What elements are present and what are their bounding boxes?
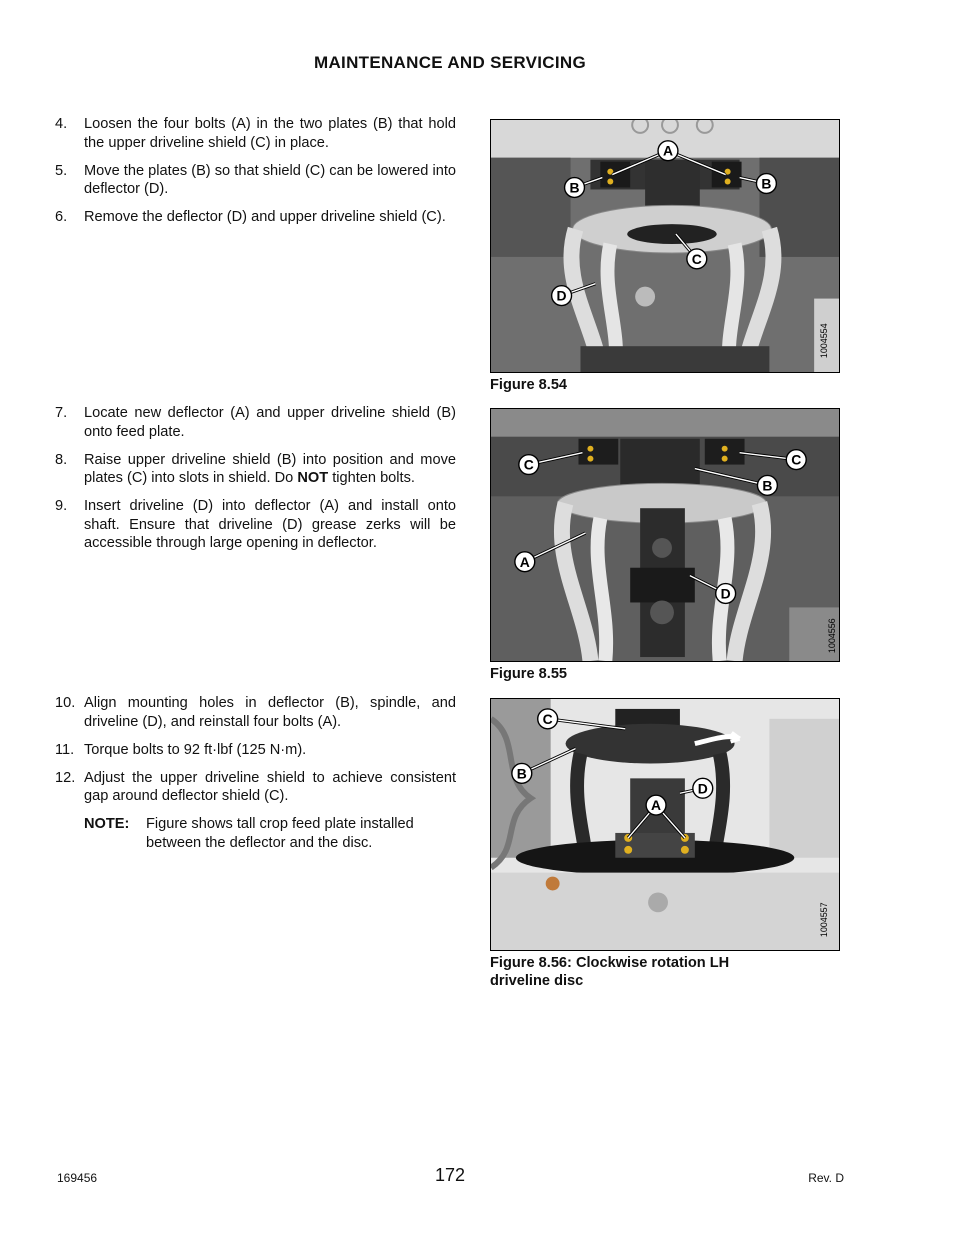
figure-8-55-drawing [491,409,839,661]
steps-section-2 [55,404,456,562]
step-text: Torque bolts to 92 ft·lbf (125 N·m). [84,741,307,758]
step-text: Insert driveline (D) into deflector (A) and install onto shaft. Ensure that driveline (D) grease zerks will be accessible through large opening in deflector. [84,498,456,551]
step-number: 10. [55,695,76,711]
figure-8-55-caption: Figure 8.55 [490,666,568,682]
revision-label: Rev. D [808,1171,844,1185]
step-number: 4. [55,116,68,132]
step-text: Adjust the upper driveline shield to achieve consistent gap around deflector shield (C). [84,769,456,804]
note [84,815,456,852]
step-number: 11. [55,741,75,758]
callout-label: C [542,710,553,727]
figure-8-56-drawing [491,699,839,950]
step-text: Move the plates (B) so that shield (C) can be lowered into deflector (D). [84,162,456,197]
step-6 [55,208,456,227]
figure-8-54-drawing [491,120,839,372]
figure-8-55-image [490,408,840,662]
step-5 [55,162,456,199]
step-text-part: tighten bolts. [328,470,415,486]
figure-8-54-caption: Figure 8.54 [490,377,568,393]
figure-8-56-image [490,698,840,951]
step-number: 12. [55,769,76,786]
callout-label: B [761,175,772,192]
step-number: 9. [55,498,68,514]
callout-label: A [651,797,662,814]
step-number: 7. [55,405,68,421]
callout-label: C [691,250,702,267]
figure-8-54-image [490,119,840,373]
callout-label: C [523,456,534,473]
callout-label: A [519,553,530,570]
figure-8-56-caption: Figure 8.56: Clockwise rotation LH driveline disc [490,955,730,989]
note-text: Figure shows tall crop feed plate installed between the deflector and the disc. [146,816,414,851]
note-label: NOTE: [84,816,130,832]
step-text: Remove the deflector (D) and upper driveline shield (C). [84,209,446,225]
step-7 [55,404,456,441]
callout-label: D [720,585,731,602]
callout-label: A [662,142,674,159]
steps-section-1 [55,115,456,236]
step-text: Locate new deflector (A) and upper driveline shield (B) onto feed plate. [84,405,456,440]
callout-label: D [556,287,567,304]
callout-label: B [516,765,527,782]
step-text-part: Raise upper driveline shield (B) into position and move plates (C) into slots in shield. Do [84,451,456,486]
callout-label: D [697,780,708,797]
step-number: 8. [55,451,68,468]
step-number: 5. [55,162,68,179]
steps-section-3 [55,694,456,852]
step-11 [55,741,456,760]
figure-id: 1004557 [819,902,830,938]
step-text [84,451,456,488]
figure-id: 1004554 [819,323,830,359]
step-text: Align mounting holes in deflector (B), spindle, and driveline (D), and reinstall four bolts (A). [84,695,456,730]
step-number: 6. [55,209,68,225]
callout-label: B [569,179,580,196]
page-number: 172 [434,1165,466,1185]
callout-label: C [791,451,802,468]
step-text: Loosen the four bolts (A) in the two plates (B) that hold the upper driveline shield (C) in place. [84,116,456,151]
figure-id: 1004556 [827,618,838,654]
step-4 [55,115,456,152]
step-10 [55,694,456,731]
callout-label: B [762,477,773,494]
step-12 [55,769,456,806]
step-text-emphasis: NOT [297,470,329,486]
step-9 [55,497,456,553]
step-8 [55,451,456,488]
page-header: MAINTENANCE AND SERVICING [314,53,586,72]
document-number: 169456 [57,1171,98,1185]
